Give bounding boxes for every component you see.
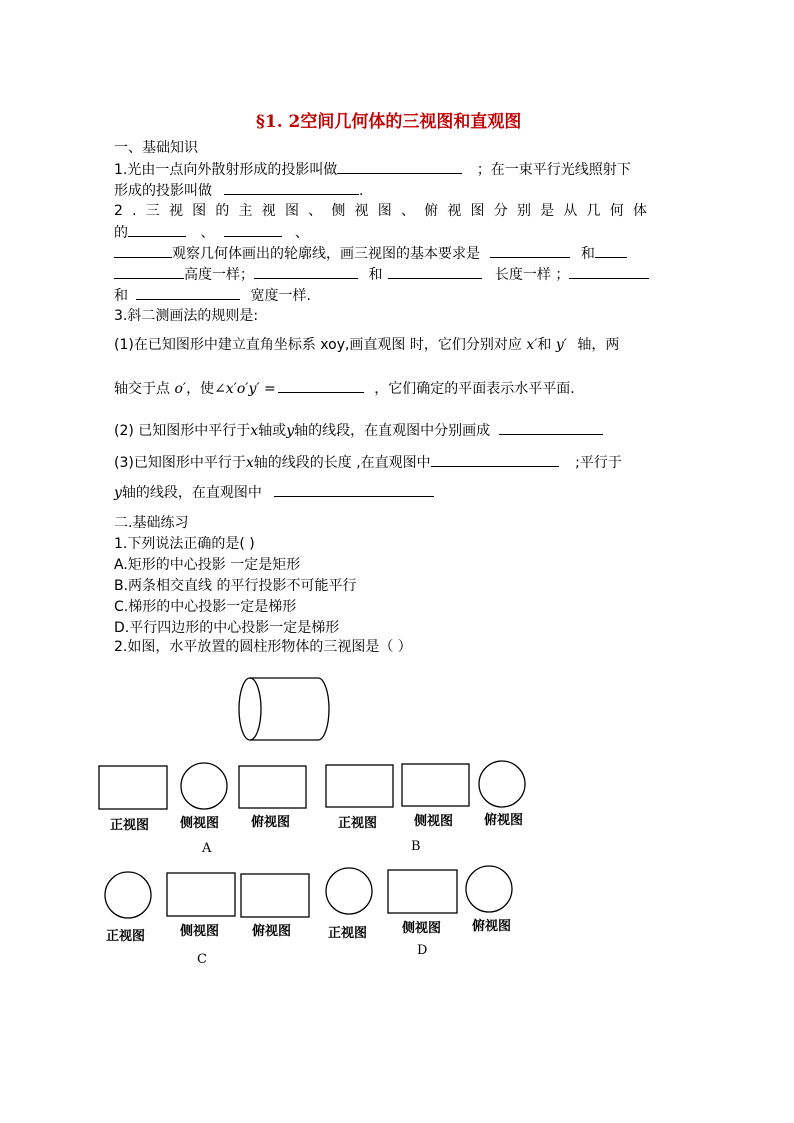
exercise1-option-a[interactable]: A.矩形的中心投影 一定是矩形	[114, 557, 301, 573]
angle-expression: ∠x′o′y′ =	[214, 381, 276, 397]
q3-p3-text-d: 轴的线段，在直观图中	[121, 485, 262, 501]
option-c-side-label: 侧视图	[180, 924, 220, 939]
q3-p1-line1	[114, 335, 619, 355]
option-b-letter[interactable]: B	[411, 839, 421, 854]
q3-p1-line2	[114, 378, 575, 399]
option-c-top-view	[240, 873, 310, 919]
q2-text-j: 和	[114, 288, 128, 304]
blank[interactable]	[490, 243, 570, 258]
q3-p2-text-a: (2) 已知图形中平行于	[114, 423, 251, 439]
q2-text-e: 观察几何体画出的轮廓线，画三视图的基本要求是	[172, 246, 480, 262]
q3-p1-text-d: ，使	[186, 381, 215, 397]
q1-text-a: 1.光由一点向外散射形成的投影叫做	[114, 162, 338, 178]
page-title: §1. 2空间几何体的三视图和直观图	[256, 112, 522, 132]
q2-line1: 2.三视图的主视图、侧视图、俯视图分别是从几何体	[114, 203, 657, 219]
q3-p2-text-b: 轴或	[258, 423, 287, 439]
option-c-top-label: 俯视图	[252, 924, 292, 939]
q2-text-g: 高度一样；	[184, 267, 254, 283]
y-symbol: y	[286, 423, 295, 439]
q1-line2	[114, 180, 363, 201]
y-prime-symbol: y′	[555, 337, 567, 353]
blank[interactable]	[114, 264, 184, 279]
blank[interactable]	[278, 378, 364, 393]
option-a-front-view	[98, 765, 168, 811]
section1-heading: 一、基础知识	[114, 140, 198, 156]
blank[interactable]	[274, 482, 434, 497]
q3-p1-text-a: (1)在已知图形中建立直角坐标系 xoy,画直观图 时，它们分别对应	[114, 337, 522, 353]
option-a-letter[interactable]: A	[202, 841, 212, 856]
y-symbol: y	[114, 485, 122, 501]
exercise1-question: 1.下列说法正确的是( )	[114, 536, 255, 552]
q3-p2	[114, 420, 603, 441]
q2-text-h: 和	[368, 267, 383, 283]
q3-p3-line2	[114, 482, 434, 503]
q3-p3-text-b: 轴的线段的长度 ,在直观图中	[253, 455, 431, 471]
option-b-top-view	[478, 760, 528, 810]
option-d-front-view	[325, 867, 375, 917]
option-a-top-label: 俯视图	[251, 815, 291, 830]
q2-text-k: 宽度一样.	[250, 288, 311, 304]
blank[interactable]	[337, 159, 462, 174]
q3-p1-text-e: ，它们确定的平面表示水平平面.	[374, 381, 575, 397]
blank[interactable]	[128, 222, 186, 237]
exercise1-option-b[interactable]: B.两条相交直线 的平行投影不可能平行	[114, 578, 357, 594]
q3-heading: 3.斜二测画法的规则是:	[114, 308, 259, 324]
option-b-front-label: 正视图	[338, 816, 378, 831]
option-d-side-label: 侧视图	[402, 921, 442, 936]
blank[interactable]	[224, 180, 359, 195]
q2-text-c: 、	[200, 225, 215, 241]
option-a-side-view	[180, 762, 230, 812]
x-prime-symbol: x′	[526, 337, 538, 353]
q2-line4	[114, 264, 649, 285]
x-symbol: x	[245, 455, 254, 471]
option-c-front-label: 正视图	[106, 929, 146, 944]
option-b-front-view	[325, 764, 395, 810]
blank[interactable]	[224, 222, 282, 237]
option-a-side-label: 侧视图	[180, 816, 220, 831]
q3-p3-text-a: (3)已知图形中平行于	[114, 455, 246, 471]
q3-p1-and: 和	[537, 337, 552, 353]
exercise1-option-c[interactable]: C.梯形的中心投影一定是梯形	[114, 599, 297, 615]
q3-p3-line1	[114, 452, 622, 473]
q1-line1	[114, 159, 631, 180]
q2-text-d: 、	[294, 225, 309, 241]
blank[interactable]	[254, 264, 358, 279]
q2-text-b: 的	[114, 225, 128, 241]
q2-text-f: 和	[580, 246, 595, 262]
option-d-top-label: 俯视图	[472, 919, 512, 934]
q3-p1-text-c: 轴交于点	[114, 381, 170, 397]
q3-p3-text-c: ;平行于	[575, 455, 622, 471]
blank[interactable]	[136, 285, 240, 300]
option-b-top-label: 俯视图	[484, 813, 524, 828]
cylinder-figure	[230, 672, 340, 746]
exercise1-option-d[interactable]: D.平行四边形的中心投影一定是梯形	[114, 620, 340, 636]
q3-p2-text-c: 轴的线段，在直观图中分别画成	[294, 423, 491, 439]
option-a-front-label: 正视图	[110, 818, 150, 833]
option-d-letter[interactable]: D	[417, 943, 428, 958]
option-d-front-label: 正视图	[328, 926, 368, 941]
blank[interactable]	[499, 420, 603, 435]
option-c-front-view	[104, 871, 154, 921]
q1-text-c: 形成的投影叫做	[114, 183, 212, 199]
blank[interactable]	[114, 243, 172, 258]
q2-text-i: 长度一样 ；	[494, 267, 570, 283]
blank[interactable]	[388, 264, 482, 279]
q2-line2	[114, 222, 309, 243]
q1-text-d: .	[359, 183, 364, 199]
section2-heading: 二.基础练习	[114, 515, 189, 531]
option-a-top-view	[238, 765, 308, 811]
option-b-side-view	[401, 763, 471, 809]
option-b-side-label: 侧视图	[414, 814, 454, 829]
option-c-letter[interactable]: C	[197, 952, 207, 967]
option-d-top-view	[465, 865, 515, 915]
blank[interactable]	[595, 243, 627, 258]
blank[interactable]	[431, 452, 559, 467]
x-symbol: x	[250, 423, 259, 439]
option-d-side-view	[387, 869, 459, 915]
blank[interactable]	[569, 264, 649, 279]
q2-line5	[114, 285, 311, 306]
q3-p1-text-b: 轴，两	[577, 337, 620, 353]
q2-line3	[114, 243, 627, 264]
exercise2-question: 2.如图，水平放置的圆柱形物体的三视图是（ ）	[114, 639, 412, 655]
option-c-side-view	[166, 872, 236, 918]
o-prime-symbol: o′	[174, 381, 187, 397]
q1-text-b: ；在一束平行光线照射下	[476, 162, 631, 178]
